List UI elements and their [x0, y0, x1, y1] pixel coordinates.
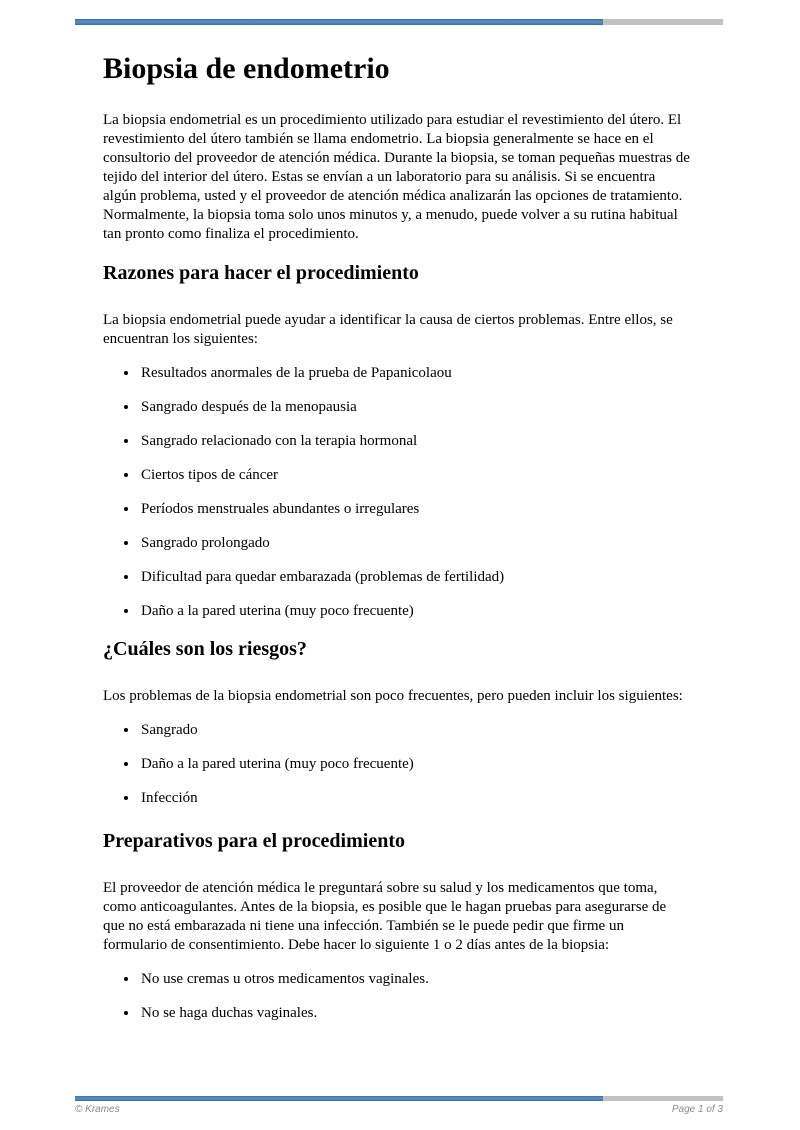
section-heading-razones: Razones para hacer el procedimiento — [103, 262, 419, 284]
section-paragraph-razones: La biopsia endometrial puede ayudar a identificar la causa de ciertos problemas. Entre ellos, se encuentran los siguientes: — [103, 312, 673, 347]
page-title: Biopsia de endometrio — [103, 52, 390, 85]
footer-page-number: Page 1 of 3 — [671, 1104, 723, 1115]
footer-accent-bar — [75, 1096, 723, 1101]
footer-row — [75, 1104, 723, 1115]
list-item: • Sangrado — [139, 721, 691, 740]
list-item: • No use cremas u otros medicamentos vaginales. — [139, 970, 691, 989]
list-item: • No se haga duchas vaginales. — [139, 1004, 691, 1023]
page-footer — [75, 1096, 723, 1115]
footer-accent-bar-gray-segment — [603, 1096, 723, 1101]
list-item: • Sangrado prolongado — [139, 534, 691, 553]
section-paragraph-riesgos: Los problemas de la biopsia endometrial son poco frecuentes, pero pueden incluir los siguientes: — [103, 688, 683, 704]
document-content — [103, 0, 691, 1023]
list-item: • Períodos menstruales abundantes o irregulares — [139, 500, 691, 519]
list-item: • Sangrado relacionado con la terapia hormonal — [139, 432, 691, 451]
intro-paragraph: La biopsia endometrial es un procedimiento utilizado para estudiar el revestimiento del útero. El revestimiento del útero también se llama endometrio. La biopsia generalmente se hace en el consultorio del proveedor de atención médica. Durante la biopsia, se toman pequeñas muestras de tejido del interior del útero. Estas se envían a un laboratorio para su análisis. Si se encuentra algún problema, usted y el proveedor de atención médica analizarán las opciones de tratamiento. Normalmente, la biopsia toma solo unos minutos y, a menudo, puede volver a su rutina habitual tan pronto como finaliza el procedimiento. — [103, 112, 690, 242]
bullet-list-razones — [103, 364, 691, 621]
bullet-list-riesgos — [103, 721, 691, 808]
footer-copyright: © Krames — [75, 1104, 120, 1115]
section-paragraph-preparativos: El proveedor de atención médica le preguntará sobre su salud y los medicamentos que toma, como anticoagulantes. Antes de la biopsia, es posible que le hagan pruebas para asegurarse de que no está embarazada ni tiene una infección. También se le puede pedir que firme un formulario de consentimiento. Debe hacer lo siguiente 1 o 2 días antes de la biopsia: — [103, 880, 667, 953]
section-heading-riesgos: ¿Cuáles son los riesgos? — [103, 638, 307, 660]
list-item: • Daño a la pared uterina (muy poco frecuente) — [139, 755, 691, 774]
list-item: • Ciertos tipos de cáncer — [139, 466, 691, 485]
footer-accent-bar-blue-segment — [75, 1096, 603, 1101]
section-heading-preparativos: Preparativos para el procedimiento — [103, 830, 405, 852]
list-item: • Infección — [139, 789, 691, 808]
list-item: • Dificultad para quedar embarazada (problemas de fertilidad) — [139, 568, 691, 587]
list-item: • Daño a la pared uterina (muy poco frecuente) — [139, 602, 691, 621]
list-item: • Sangrado después de la menopausia — [139, 398, 691, 417]
list-item: • Resultados anormales de la prueba de Papanicolaou — [139, 364, 691, 383]
bullet-list-preparativos — [103, 970, 691, 1023]
